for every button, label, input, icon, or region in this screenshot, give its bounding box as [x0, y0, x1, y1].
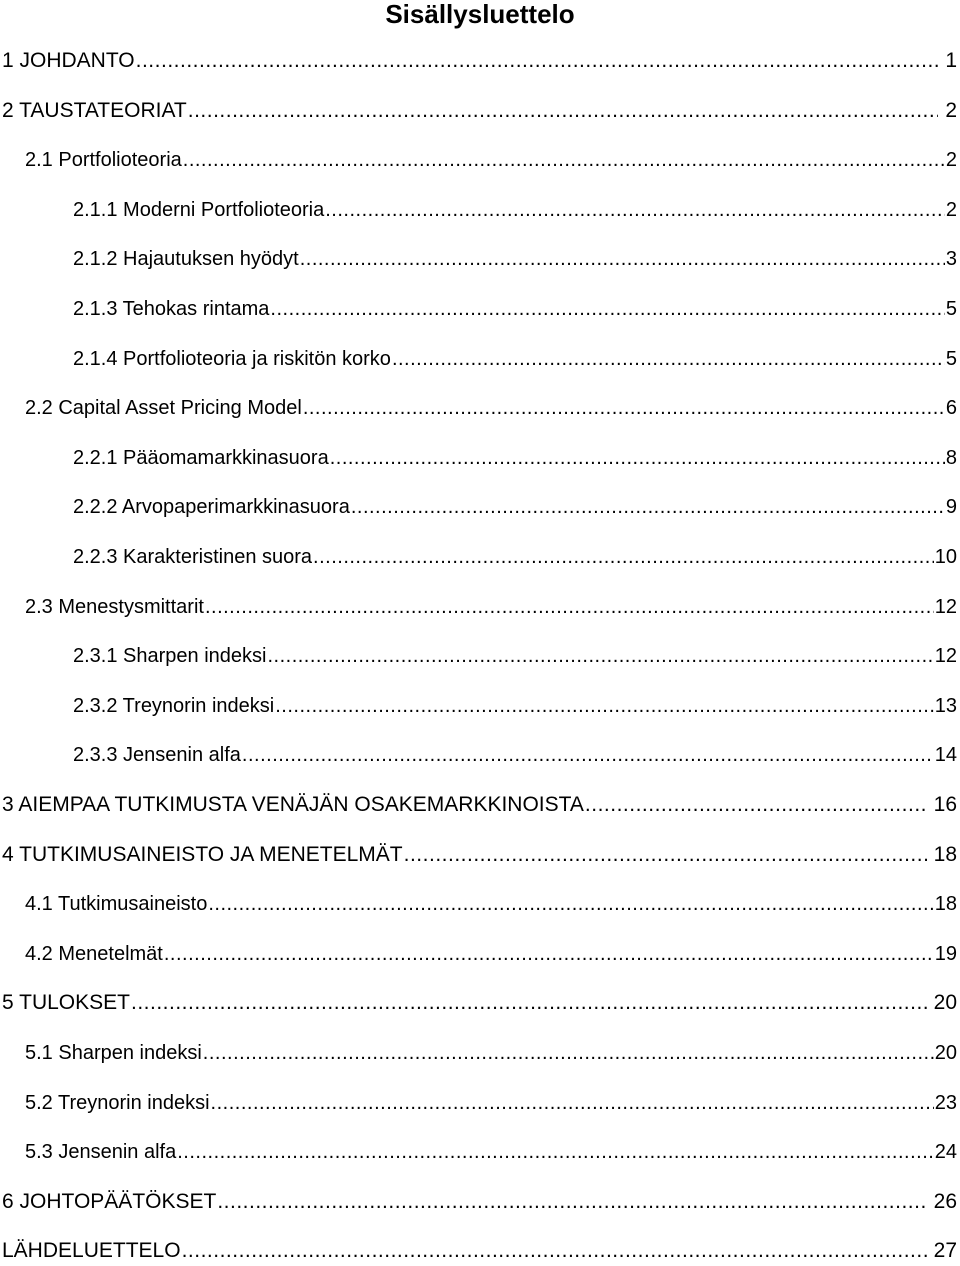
toc-entry[interactable] — [2, 990, 957, 1016]
dot-leader — [325, 197, 945, 223]
toc-entry[interactable] — [25, 395, 957, 421]
toc-entry-page-number: 26 — [933, 1190, 957, 1213]
toc-entry-page-number: 13 — [934, 695, 957, 717]
toc-entry-title: 2.3 Menestysmittarit — [25, 596, 204, 618]
toc-entry-page-number: 19 — [934, 943, 957, 965]
toc-entry[interactable] — [73, 742, 957, 768]
toc-entry[interactable] — [73, 445, 957, 471]
toc-entry-title: 6 JOHTOPÄÄTÖKSET — [2, 1190, 217, 1213]
toc-entry-page-number: 20 — [934, 1042, 957, 1064]
toc-entry[interactable] — [2, 1238, 957, 1264]
toc-entry-title: 2.2.2 Arvopaperimarkkinasuora — [73, 496, 350, 518]
toc-entry[interactable] — [73, 494, 957, 520]
toc-entry[interactable] — [73, 346, 957, 372]
toc-entry[interactable] — [73, 296, 957, 322]
toc-entry-title: 2.3.1 Sharpen indeksi — [73, 645, 267, 667]
dot-leader — [203, 1040, 934, 1066]
toc-entry-title: 2.1.2 Hajautuksen hyödyt — [73, 248, 299, 270]
dot-leader — [136, 48, 939, 74]
toc-entry-page-number: 18 — [934, 893, 957, 915]
toc-entry[interactable] — [25, 594, 957, 620]
toc-entry-page-number: 2 — [945, 99, 957, 122]
dot-leader — [183, 147, 945, 173]
toc-entry-title: 1 JOHDANTO — [2, 49, 135, 72]
toc-entry-page-number: 8 — [945, 447, 957, 469]
toc-entry-page-number: 18 — [933, 843, 957, 866]
toc-entry-title: 2.1.1 Moderni Portfolioteoria — [73, 199, 325, 221]
toc-entry[interactable] — [2, 98, 957, 124]
toc-entry-page-number: 6 — [945, 397, 957, 419]
toc-entry-title: 5.1 Sharpen indeksi — [25, 1042, 202, 1064]
dot-leader — [205, 594, 934, 620]
toc-entry-page-number: 5 — [945, 348, 957, 370]
toc-entry-page-number: 20 — [933, 991, 957, 1014]
toc-entry-title: 5.2 Treynorin indeksi — [25, 1092, 210, 1114]
toc-entry-title: 3 AIEMPAA TUTKIMUSTA VENÄJÄN OSAKEMARKKINOISTA — [2, 793, 584, 816]
toc-entry-page-number: 12 — [934, 596, 957, 618]
toc-entry[interactable] — [25, 941, 957, 967]
toc-entry-title: 4.1 Tutkimusaineisto — [25, 893, 208, 915]
toc-entry[interactable] — [73, 693, 957, 719]
dot-leader — [182, 1238, 927, 1264]
toc-entry-title: 2.2.3 Karakteristinen suora — [73, 546, 313, 568]
toc-entry-title: 4.2 Menetelmät — [25, 943, 163, 965]
toc-entry-page-number: 16 — [933, 793, 957, 816]
dot-leader — [177, 1139, 934, 1165]
toc-entry-title: 5 TULOKSET — [2, 991, 130, 1014]
toc-entry-title: 2 TAUSTATEORIAT — [2, 99, 187, 122]
toc-entry[interactable] — [2, 792, 957, 818]
toc-entry[interactable] — [25, 147, 957, 173]
dot-leader — [270, 296, 944, 322]
dot-leader — [164, 941, 934, 967]
dot-leader — [188, 98, 939, 124]
toc-entry-page-number: 2 — [945, 149, 957, 171]
toc-entry-page-number: 12 — [934, 645, 957, 667]
dot-leader — [313, 544, 934, 570]
toc-entry-title: 2.1 Portfolioteoria — [25, 149, 182, 171]
toc-entry-title: 2.3.2 Treynorin indeksi — [73, 695, 275, 717]
toc-entry-page-number: 2 — [945, 199, 957, 221]
toc-entry-title: 5.3 Jensenin alfa — [25, 1141, 177, 1163]
toc-entry-page-number: 27 — [933, 1239, 957, 1262]
toc-entry-title: LÄHDELUETTELO — [2, 1239, 181, 1262]
toc-entry-page-number: 14 — [934, 744, 957, 766]
toc-entry-page-number: 10 — [934, 546, 957, 568]
toc-entry[interactable] — [25, 1090, 957, 1116]
dot-leader — [267, 643, 933, 669]
toc-entry-page-number: 3 — [945, 248, 957, 270]
dot-leader — [242, 742, 934, 768]
dot-leader — [217, 1189, 926, 1215]
dot-leader — [300, 246, 945, 272]
toc-entry-page-number: 24 — [934, 1141, 957, 1163]
dot-leader — [131, 990, 927, 1016]
toc-entry-title: 2.2 Capital Asset Pricing Model — [25, 397, 302, 419]
toc-entry-title: 2.2.1 Pääomamarkkinasuora — [73, 447, 329, 469]
page-title: Sisällysluettelo — [385, 0, 575, 29]
toc-entry-title: 2.1.3 Tehokas rintama — [73, 298, 270, 320]
dot-leader — [211, 1090, 934, 1116]
toc-entry-title: 2.3.3 Jensenin alfa — [73, 744, 241, 766]
dot-leader — [404, 842, 927, 868]
dot-leader — [351, 494, 945, 520]
toc-entry[interactable] — [73, 643, 957, 669]
toc-entry-page-number: 1 — [945, 49, 957, 72]
toc-entry[interactable] — [73, 246, 957, 272]
dot-leader — [208, 891, 933, 917]
dot-leader — [585, 792, 927, 818]
toc-entry[interactable] — [25, 1139, 957, 1165]
toc-entry[interactable] — [25, 1040, 957, 1066]
dot-leader — [392, 346, 945, 372]
toc-entry-page-number: 5 — [945, 298, 957, 320]
toc-entry[interactable] — [73, 197, 957, 223]
dot-leader — [330, 445, 945, 471]
toc-entry[interactable] — [2, 1189, 957, 1215]
toc-entry[interactable] — [2, 842, 957, 868]
toc-entry[interactable] — [2, 48, 957, 74]
dot-leader — [303, 395, 945, 421]
toc-entry[interactable] — [25, 891, 957, 917]
toc-entry-title: 2.1.4 Portfolioteoria ja riskitön korko — [73, 348, 391, 370]
toc-entry-title: 4 TUTKIMUSAINEISTO JA MENETELMÄT — [2, 843, 403, 866]
dot-leader — [275, 693, 934, 719]
toc-entry-page-number: 23 — [934, 1092, 957, 1114]
toc-entry[interactable] — [73, 544, 957, 570]
toc-entry-page-number: 9 — [945, 496, 957, 518]
